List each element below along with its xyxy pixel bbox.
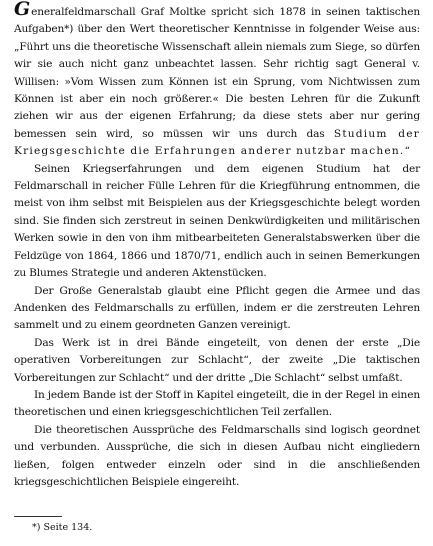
paragraph-1-text-a: eneralfeldmarschall Graf Moltke spricht sich 1878 in seinen taktischen Aufgaben*) über den Wert theoretischer Kenntnisse in folgender Weise aus: „Führt uns die theoretische Wissenschaft allein niemals zum Siege, so dürfen wir sie auch nicht ganz unbeachtet lassen. Sehr richtig sagt General v. Willisen: »Vom Wissen zum Können ist ein Sprung, vom Nichtwissen zum Können ist aber ein noch größerer.« Die besten Lehren für die Zukunft ziehen wir aus der eigenen Erfahrung; da diese stets aber nur gering bemessen sein wird, so müssen wir uns durch das xyxy=(14,6,420,140)
paragraph-4 xyxy=(14,335,420,387)
paragraph-5 xyxy=(14,387,420,422)
paragraph-2-text: Seinen Kriegserfahrungen und dem eigenen Studium hat der Feldmarschall in reicher Fülle Lehren für die Kriegführung entnommen, die meist von ihm selbst mit Beispielen aus der Kriegsgeschichte belegt worden sind. Sie finden sich zerstreut in seinen Denkwürdigkeiten und militärischen Werken sowie in den von ihm mitbearbeiteten Generalstabswerken über die Feldzüge von 1864, 1866 und 1870/71, endlich auch in seinen Bemerkungen zu Blumes Strategie und anderen Aktenstücken. xyxy=(14,162,420,280)
drop-initial: G xyxy=(14,0,31,20)
paragraph-4-text: Das Werk ist in drei Bände eingeteilt, von denen der erste „Die operativen Vorbereitungen zur Schlacht“, der zweite „Die taktischen Vorbereitungen zur Schlacht“ und der dritte „Die Schlacht“ selbst umfaßt. xyxy=(14,336,420,384)
paragraph-5-text: In jedem Bande ist der Stoff in Kapitel eingeteilt, die in der Regel in einen theoretischen und einen kriegsgeschichtlichen Teil zerfallen. xyxy=(14,388,420,419)
paragraph-6 xyxy=(14,422,420,492)
paragraph-3 xyxy=(14,283,420,335)
document-body xyxy=(14,0,421,491)
paragraph-6-text: Die theoretischen Aussprüche des Feldmarschalls sind logisch geordnet und verbunden. Aussprüche, die sich in diesen Aufbau nicht eingliedern ließen, folgen entweder einzeln oder sind in die anschließenden kriegsgeschichtlichen Beispiele eingereiht. xyxy=(14,423,420,488)
paragraph-2 xyxy=(14,161,420,283)
footnote: *) Seite 134. xyxy=(32,522,93,533)
paragraph-3-text: Der Große Generalstab glaubt eine Pflicht gegen die Armee und das Andenken des Feldmarschalls zu erfüllen, indem er die zerstreuten Lehren sammelt und zu einem geordneten Ganzen vereinigt. xyxy=(14,284,420,332)
footnote-rule xyxy=(14,516,62,517)
paragraph-1-text-b: “ xyxy=(404,145,410,158)
paragraph-1-emphasis: Studium der Kriegsgeschichte die Erfahrungen anderer nutzbar machen. xyxy=(14,127,421,158)
paragraph-1 xyxy=(14,0,421,161)
